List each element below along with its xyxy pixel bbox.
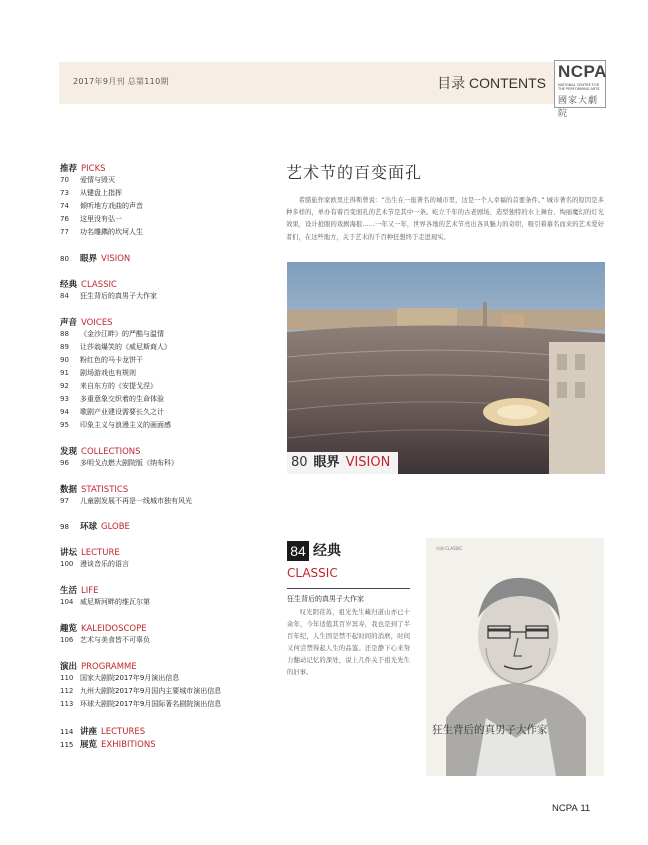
section-en: LIFE [81,586,99,596]
toc-title: 印象主义与浪漫主义的画面感 [80,421,171,429]
section-cn: 演出 [60,662,78,672]
toc-item[interactable] [60,175,115,185]
divider [287,588,410,589]
toc-title: 儿童剧发展不再是一线城市独有风光 [80,497,192,505]
feature-body: 希腊旅作家欧里庄得斯曾说：“出生在一座著名的城市里，这是一个人幸福的首要条件。” 城市著名的原因是多种多样的，单办有着百变面孔的艺术节是其中一条。屹立千年的古老剧场、造型独特的水上舞台、绚丽魔幻的灯光效果，设计抢眼的戏剧海报……一年又一年，世界各地的艺术节亮出各具魅力的奇织，吸引着慕名而来的艺术爱好者们，在这些地方，关于艺术的千百种狂想终于走进现实。 [286,197,604,241]
toc-page: 98 [60,523,69,531]
toc-item[interactable] [60,407,164,417]
toc-page: 115 [60,741,74,749]
toc-title: 爱情与毁灭 [80,176,115,184]
toc-item[interactable] [60,686,221,696]
toc-title: 多重意象交织着的生命体验 [80,395,164,403]
toc-item[interactable] [60,291,157,301]
toc-item[interactable] [60,673,179,683]
section-statistics [60,483,128,495]
toc-page: 80 [60,255,69,263]
portrait-sketch[interactable] [426,538,604,776]
section-lecture [60,546,120,558]
toc-title: 漫谈音乐的语言 [80,560,129,568]
toc-title: 倾听地方戏曲的声音 [80,202,143,210]
toc-item[interactable] [60,635,150,645]
logo-abbr: NCPA [558,62,607,81]
section-en: COLLECTIONS [81,447,141,457]
arena-illustration [287,262,605,474]
header-bar [59,62,590,104]
toc-item[interactable] [60,227,143,237]
section-classic [60,278,117,290]
toc-page: 84 [60,292,69,300]
section-cn: 讲座 [80,727,98,737]
toc-page: 113 [60,700,74,708]
section-en: LECTURE [81,548,120,558]
classic-title-cn: 经典 [313,543,341,559]
toc-item[interactable] [60,201,143,211]
toc-item[interactable] [60,214,122,224]
section-en: LECTURES [101,727,146,737]
section-en: VOICES [81,318,113,328]
section-en: STATISTICS [81,485,129,495]
toc-title: 九州大剧院2017年9月国内主要城市演出信息 [80,687,222,695]
section-en: PROGRAMME [81,662,137,672]
toc-item[interactable] [60,559,129,569]
section-cn: 推荐 [60,164,78,174]
toc-page: 88 [60,330,69,338]
toc-page: 74 [60,202,69,210]
toc-title: 《金沙江畔》的严酷与温情 [80,330,164,338]
toc-title: 功名雕鐫的坎坷人生 [80,228,143,236]
toc-page: 110 [60,674,74,682]
logo-name-cn: 國家大劇院 [558,96,599,119]
toc-page: 89 [60,343,69,351]
caption-page: 80 [291,455,308,470]
toc-page: 90 [60,356,69,364]
section-cn: 发现 [60,447,78,457]
section-life [60,584,99,596]
toc-page: 77 [60,228,69,236]
page-folio [552,803,590,814]
toc-title: 让莎翁爆笑的《威尼斯商人》 [80,343,171,351]
toc-item[interactable] [60,597,150,607]
classic-page-number: 84 [287,541,309,561]
section-cn: 眼界 [80,254,98,264]
toc-page: 112 [60,687,74,695]
toc-item[interactable] [60,458,178,468]
toc-item[interactable] [60,342,171,352]
section-cn: 环球 [80,522,98,532]
toc-title: 粉红色的马卡龙饼干 [80,356,143,364]
toc-page: 73 [60,189,69,197]
toc-title: 多明戈点燃大剧院版《纳布科》 [80,459,178,467]
toc-title: 艺术与美食皆不可辜负 [80,636,150,644]
toc-item[interactable] [60,699,221,709]
section-en: KALEIDOSCOPE [81,624,147,634]
section-cn: 讲坛 [60,548,78,558]
toc-item[interactable] [60,368,136,378]
section-en: CLASSIC [81,280,117,290]
feature-title: 艺术节的百变面孔 [286,163,423,182]
arena-photo[interactable] [287,262,605,474]
toc-title: 这里没有弘一 [80,215,122,223]
toc-page: 91 [60,369,69,377]
folio-page: 11 [580,803,591,814]
toc-item[interactable] [60,381,157,391]
logo-name-en: NATIONAL CENTRE FOR THE PERFORMING ARTS [558,83,600,91]
toc-item[interactable] [60,394,164,404]
section-cn: 经典 [60,280,78,290]
toc-page: 114 [60,728,74,736]
toc-page: 104 [60,598,74,606]
portrait-illustration [426,538,604,776]
section-cn: 趣览 [60,624,78,634]
section-en: EXHIBITIONS [101,740,156,750]
sketch-caption: 狂生背后的真男子大作家 [432,724,548,736]
toc-item[interactable] [60,188,122,198]
section-en: VISION [101,254,131,264]
toc-page: 92 [60,382,69,390]
toc-page: 95 [60,421,69,429]
section-cn: 展览 [80,740,98,750]
section-en: GLOBE [101,522,130,532]
toc-item[interactable] [60,329,164,339]
section-cn: 数据 [60,485,78,495]
toc-title: 威尼斯河畔的维瓦尔第 [80,598,150,606]
section-vision[interactable] [60,252,130,264]
toc-page: 106 [60,636,74,644]
caption-cn: 眼界 [313,455,340,470]
toc-title: 环球大剧院2017年9月国际著名剧院演出信息 [80,700,222,708]
toc-title: 剧场游戏也有规则 [80,369,136,377]
section-exhibitions[interactable] [60,738,156,750]
vision-caption[interactable] [287,452,398,474]
toc-title: 国家大剧院2017年9月演出信息 [80,674,180,682]
contents-title: 目录 CONTENTS [437,75,546,91]
classic-body: 叹光阴荏苒，祖光先生藏归道山亦已十余年，今年适值其百岁冥寿，我也是到了半百年纪，人生固是禁不起时间的消磨，时间又何尝禁得起人生的品鉴。还是静下心来努力翻动记忆的深处，说上几件关于祖光先生的旧事。 [287,609,410,676]
section-globe[interactable] [60,520,130,532]
section-collections [60,445,141,457]
section-en: PICKS [81,164,106,174]
toc-item[interactable] [60,420,171,430]
caption-en: VISION [345,455,391,470]
toc-item[interactable] [60,355,143,365]
section-picks [60,162,106,174]
toc-page: 96 [60,459,69,467]
toc-title: 歌剧产业建设需要长久之计 [80,408,164,416]
section-cn: 生活 [60,586,78,596]
issue-info: 2017年9月刊 总第110期 [73,77,169,86]
toc-page: 93 [60,395,69,403]
toc-title: 狂生背后的真男子大作家 [80,292,157,300]
toc-title: 从键盘上指挥 [80,189,122,197]
toc-item[interactable] [60,496,192,506]
toc-page: 94 [60,408,69,416]
folio-brand: NCPA [552,803,578,814]
section-kaleidoscope [60,622,147,634]
toc-page: 70 [60,176,69,184]
toc-page: 97 [60,497,69,505]
section-voices [60,316,113,328]
section-programme [60,660,137,672]
sketch-label: 经典 CLASSIC [436,546,463,551]
section-cn: 声音 [60,318,78,328]
classic-title-en: CLASSIC [287,566,338,580]
ncpa-logo [554,60,607,119]
toc-page: 100 [60,560,74,568]
toc-page: 76 [60,215,69,223]
classic-subtitle: 狂生背后的真男子大作家 [287,595,364,603]
toc-title: 来自东方的《安提戈涅》 [80,382,157,390]
section-lectures[interactable] [60,725,145,737]
